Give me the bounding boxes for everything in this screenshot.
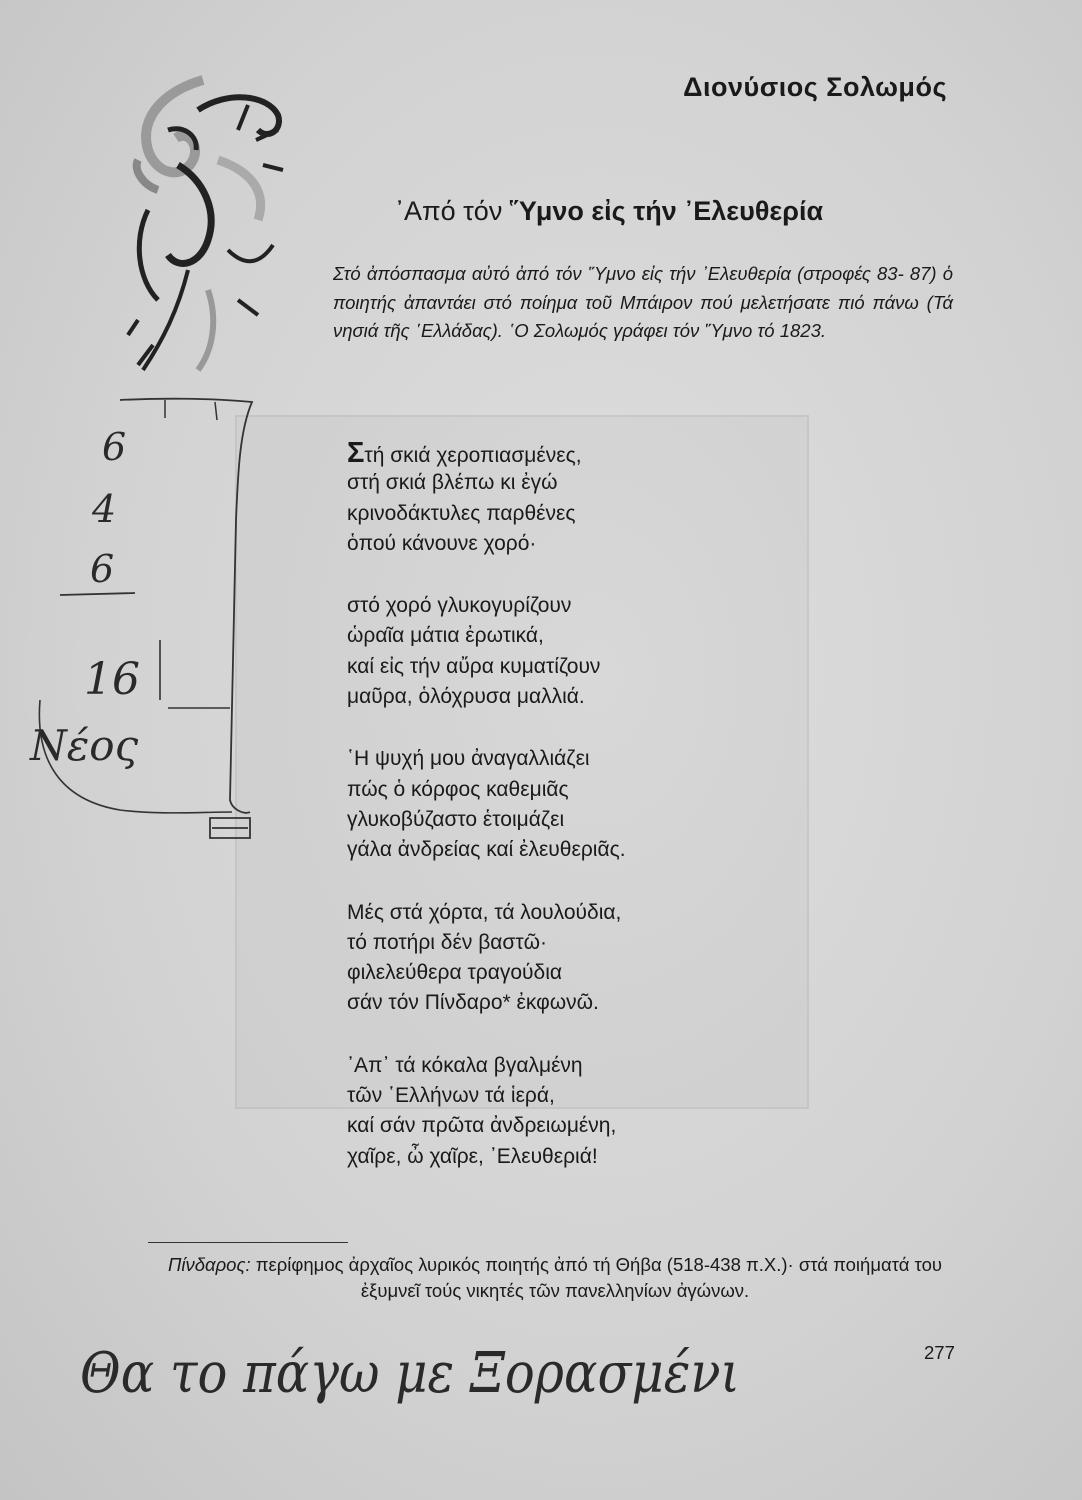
footnote — [140, 1252, 970, 1304]
footnote-text: περίφημος ἀρχαῖος λυρικός ποιητής ἀπό τή Θήβα (518-438 π.Χ.)· στά ποιήματά του ἐξυμνεῖ τούς νικητές τῶν πανελληνίων ἀγώνων. — [250, 1254, 943, 1301]
page-number: 277 — [924, 1342, 955, 1363]
margin-word: Νέος — [30, 721, 139, 770]
poem-line: τῶν ῾Ελλήνων τά ἱερά, — [347, 1084, 555, 1108]
poem-line: ῾Η ψυχή μου ἀναγαλλιάζει — [347, 747, 590, 771]
footnote-term: Πίνδαρος: — [167, 1254, 251, 1275]
poem-line: Μές στά χόρτα, τά λουλούδια, — [347, 900, 622, 924]
poem-line: κρινοδάκτυλες παρθένες — [347, 501, 576, 525]
poem-line: ὁπού κάνουνε χορό· — [347, 531, 537, 555]
poem-line: τό ποτήρι δέν βαστῶ· — [347, 930, 548, 954]
poem-line: ᾿Απ᾿ τά κόκαλα βγαλμένη — [347, 1053, 583, 1077]
title-bold: ῞Υμνο εἰς τήν ᾿Ελευθερία — [509, 196, 824, 226]
drop-cap: Σ — [347, 437, 365, 469]
footnote-divider — [148, 1242, 348, 1243]
poem-line: καί εἰς τήν αὔρα κυματίζουν — [347, 654, 601, 678]
poem-line: μαῦρα, ὁλόχρυσα μαλλιά. — [347, 685, 585, 709]
margin-number: 6 — [90, 547, 115, 591]
poem-line: σάν τόν Πίνδαρο* ἐκφωνῶ. — [347, 991, 599, 1015]
first-line-text: τή σκιά χεροπιασμένες, — [364, 444, 582, 467]
stanza-5 — [347, 1051, 626, 1172]
poem-line: καί σάν πρῶτα ἀνδρειωμένη, — [347, 1114, 617, 1138]
poem-line: φιλελεύθερα τραγούδια — [347, 961, 562, 985]
poem — [347, 438, 626, 1204]
poem-line: χαῖρε, ὦ χαῖρε, ᾿Ελευθεριά! — [347, 1144, 598, 1168]
poem-line: στό χορό γλυκογυρίζουν — [347, 594, 572, 618]
poem-line: ὡραῖα μάτια ἐρωτικά, — [347, 624, 544, 648]
stanza-2 — [347, 591, 626, 712]
stanza-3 — [347, 744, 626, 865]
title-prefix: ᾿Από τόν — [395, 196, 510, 226]
poem-line: πώς ὁ κόρφος καθεμιᾶς — [347, 777, 569, 801]
poem-line — [347, 438, 626, 468]
poem-title — [395, 196, 823, 227]
margin-number: 4 — [92, 487, 117, 531]
author-name: Διονύσιος Σολωμός — [683, 72, 947, 102]
floral-ornament-icon — [108, 70, 288, 390]
handwritten-note: Θα το πάγω με Ξορασμένι — [80, 1341, 740, 1406]
stanza-4 — [347, 898, 626, 1019]
poem-line: γλυκοβύζαστο ἑτοιμάζει — [347, 807, 565, 831]
margin-number: 16 — [84, 654, 140, 705]
margin-number: 6 — [102, 425, 127, 469]
poem-line: γάλα ἀνδρείας καί ἐλευθεριᾶς. — [347, 838, 626, 862]
intro-paragraph: Στό ἀπόσπασμα αὐτό ἀπό τόν ῞Υμνο εἰς τήν ᾿Ελευθερία (στροφές 83- 87) ὁ ποιητής ἀπαντάει στό ποίημα τοῦ Μπάιρον πού μελετήσατε πιό πάνω (Τά νησιά τῆς ῾Ελλάδας). ῾Ο Σολωμός γράφει τόν ῞Υμνο τό 1823. — [333, 263, 953, 341]
stanza-1 — [347, 438, 626, 559]
poem-line: στή σκιά βλέπω κι ἐγώ — [347, 471, 558, 495]
